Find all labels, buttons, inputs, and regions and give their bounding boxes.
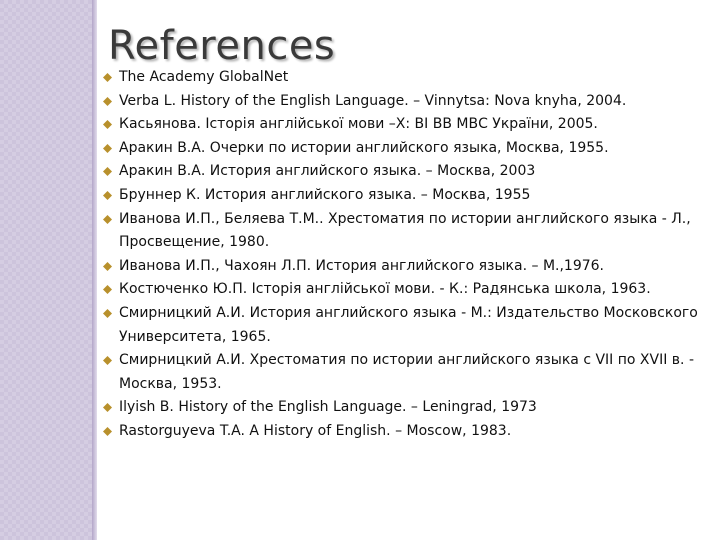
- reference-item: [101, 137, 701, 161]
- diamond-bullet-icon: [103, 73, 112, 82]
- reference-item: [101, 255, 701, 279]
- reference-text: Бруннер К. История английского языка. – Москва, 1955: [119, 186, 531, 203]
- decorative-sidebar: [0, 0, 92, 540]
- reference-item: [101, 302, 701, 349]
- reference-text: Аракин В.А. История английского языка. – Москва, 2003: [119, 163, 536, 180]
- diamond-bullet-icon: [103, 403, 112, 412]
- reference-item: [101, 349, 701, 396]
- diamond-bullet-icon: [103, 356, 112, 365]
- reference-item: [101, 278, 701, 302]
- reference-item: [101, 113, 701, 137]
- diamond-bullet-icon: [103, 97, 112, 106]
- reference-text: Смирницкий А.И. История английского языка - М.: Издательство Московского Университета, 1965.: [119, 304, 698, 345]
- diamond-bullet-icon: [103, 191, 112, 200]
- diamond-bullet-icon: [103, 215, 112, 224]
- reference-item: [101, 208, 701, 255]
- reference-text: Verba L. History of the English Language. – Vinnytsa: Nova knyha, 2004.: [119, 92, 627, 109]
- sidebar-divider: [92, 0, 97, 540]
- reference-text: The Academy GlobalNet: [119, 69, 289, 85]
- reference-text: Аракин В.А. Очерки по истории английского языка, Москва, 1955.: [119, 139, 609, 156]
- reference-text: Иванова И.П., Чахоян Л.П. История английского языка. – М.,1976.: [119, 257, 604, 274]
- diamond-bullet-icon: [103, 120, 112, 129]
- reference-item: [101, 66, 701, 90]
- reference-text: Ilyish B. History of the English Language. – Leningrad, 1973: [119, 399, 537, 416]
- reference-item: [101, 420, 701, 444]
- reference-text: Смирницкий А.И. Хрестоматия по истории английского языка с VII по XVII в. - Москва, 1953.: [119, 352, 695, 392]
- references-list: [101, 66, 701, 444]
- diamond-bullet-icon: [103, 427, 112, 436]
- diamond-bullet-icon: [103, 262, 112, 271]
- reference-text: Иванова И.П., Беляева Т.М.. Хрестоматия по истории английского языка - Л., Просвещение, 1980.: [119, 210, 691, 251]
- reference-item: [101, 90, 701, 114]
- reference-item: [101, 160, 701, 184]
- reference-text: Касьянова. Історія англійської мови –Х: ВІ ВВ МВС України, 2005.: [119, 116, 598, 133]
- reference-item: [101, 396, 701, 420]
- diamond-bullet-icon: [103, 167, 112, 176]
- reference-text: Костюченко Ю.П. Історія англійської мови. - К.: Радянська школа, 1963.: [119, 281, 651, 298]
- slide-title: References: [108, 23, 336, 69]
- reference-text: Rastorguyeva T.A. A History of English. – Moscow, 1983.: [119, 422, 512, 439]
- reference-item: [101, 184, 701, 208]
- diamond-bullet-icon: [103, 285, 112, 294]
- diamond-bullet-icon: [103, 309, 112, 318]
- diamond-bullet-icon: [103, 144, 112, 153]
